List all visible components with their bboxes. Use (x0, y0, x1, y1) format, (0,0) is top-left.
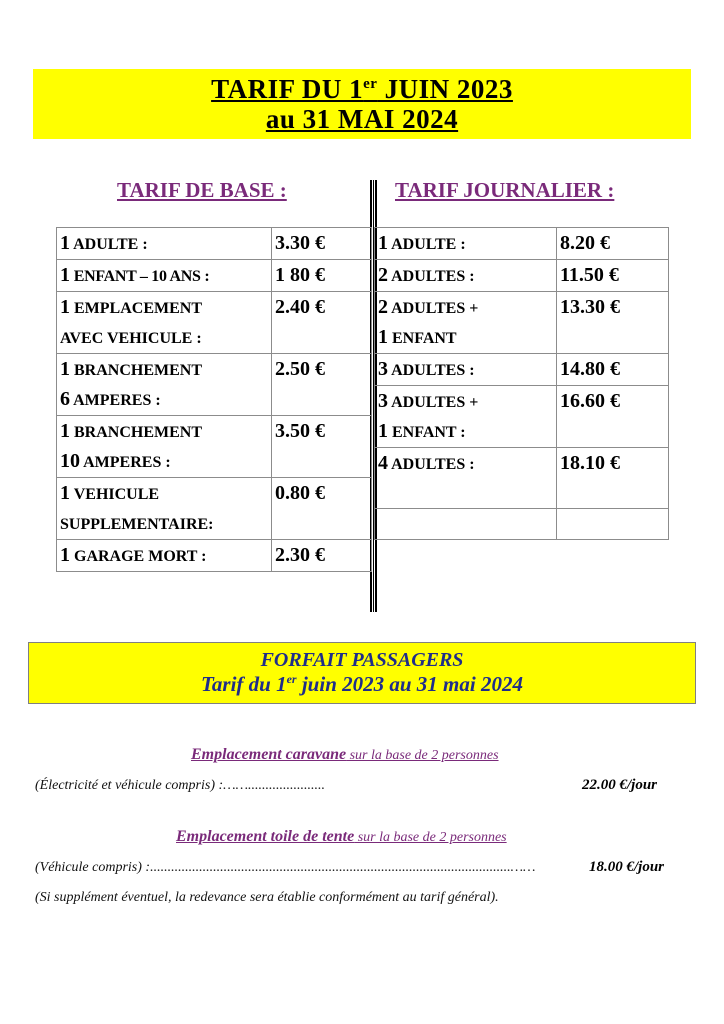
row-price: 8.20 € (557, 228, 669, 260)
forfait-subtitle: Tarif du 1er juin 2023 au 31 mai 2024 (201, 672, 523, 696)
table-row (375, 260, 669, 292)
table-row (57, 416, 372, 478)
forfait-banner (28, 642, 696, 704)
empty-cell (557, 509, 669, 540)
row-price: 3.50 € (272, 416, 372, 478)
row-price: 2.40 € (272, 292, 372, 354)
row-price: 11.50 € (557, 260, 669, 292)
row-label: 1 ENFANT – 10 ANS : (57, 260, 272, 292)
row-price: 1 80 € (272, 260, 372, 292)
row-price: 2.30 € (272, 540, 372, 572)
forfait-title: FORFAIT PASSAGERS (260, 649, 464, 671)
table-row (375, 386, 669, 448)
row-label: 2 ADULTES : (375, 260, 557, 292)
row-price: 14.80 € (557, 354, 669, 386)
table-row (375, 354, 669, 386)
table-row (57, 260, 372, 292)
tente-description: (Véhicule compris) :.......................................................................................................…… (35, 860, 536, 875)
table-row (57, 292, 372, 354)
base-tariff-table (56, 227, 372, 572)
table-row (57, 478, 372, 540)
tente-price: 18.00 €/jour (589, 859, 665, 875)
row-price: 16.60 € (557, 386, 669, 448)
row-price: 2.50 € (272, 354, 372, 416)
row-label: 1 ADULTE : (57, 228, 272, 260)
row-label: 3 ADULTES + 1 ENFANT : (375, 386, 557, 448)
table-row (375, 228, 669, 260)
caravane-price: 22.00 €/jour (582, 777, 658, 793)
table-row (57, 228, 372, 260)
caravane-description: (Électricité et véhicule compris) :……...................... (35, 778, 326, 793)
row-label: 4 ADULTES : (375, 448, 557, 509)
daily-tariff-heading: TARIF JOURNALIER : (395, 178, 615, 202)
empty-cell (375, 509, 557, 540)
row-label: 1 BRANCHEMENT 6 AMPERES : (57, 354, 272, 416)
caravane-heading: Emplacement caravane sur la base de 2 personnes (191, 746, 499, 763)
tente-heading: Emplacement toile de tente sur la base de 2 personnes (176, 828, 507, 845)
title-line-2: au 31 MAI 2024 (265, 104, 459, 134)
supplement-note: (Si supplément éventuel, la redevance sera établie conformément au tarif général). (35, 890, 499, 905)
base-tariff-heading: TARIF DE BASE : (117, 178, 287, 202)
table-row (375, 448, 669, 509)
row-label: 2 ADULTES + 1 ENFANT (375, 292, 557, 354)
row-label: 1 ADULTE : (375, 228, 557, 260)
row-price: 3.30 € (272, 228, 372, 260)
row-label: 1 BRANCHEMENT 10 AMPERES : (57, 416, 272, 478)
row-label: 3 ADULTES : (375, 354, 557, 386)
title-line-1: TARIF DU 1er JUIN 2023 (211, 74, 513, 104)
row-label: 1 VEHICULE SUPPLEMENTAIRE: (57, 478, 272, 540)
table-row-empty (375, 509, 669, 540)
row-price: 18.10 € (557, 448, 669, 509)
daily-tariff-table (374, 227, 669, 540)
table-row (57, 354, 372, 416)
title-banner (33, 69, 691, 139)
table-row (57, 540, 372, 572)
row-label: 1 GARAGE MORT : (57, 540, 272, 572)
row-price: 0.80 € (272, 478, 372, 540)
row-price: 13.30 € (557, 292, 669, 354)
table-row (375, 292, 669, 354)
row-label: 1 EMPLACEMENT AVEC VEHICULE : (57, 292, 272, 354)
